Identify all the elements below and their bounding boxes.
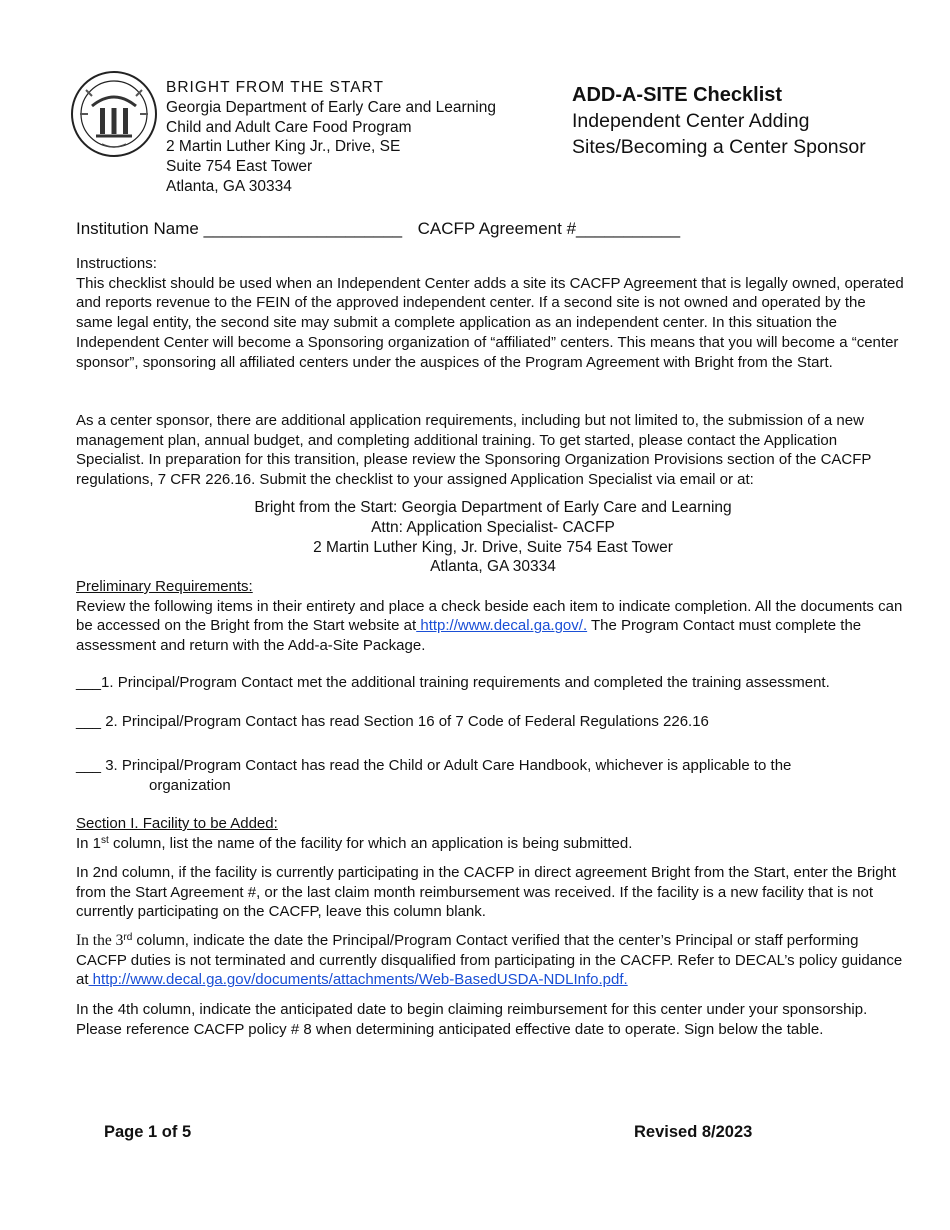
section-1 <box>76 814 906 853</box>
document-subtitle-line1: Independent Center Adding <box>572 110 810 132</box>
mailing-address-line: Bright from the Start: Georgia Department of Early Care and Learning <box>254 499 732 516</box>
instructions-section <box>76 254 906 372</box>
checklist-item-3[interactable] <box>76 756 916 795</box>
preliminary-requirements <box>76 577 906 656</box>
org-line: 2 Martin Luther King Jr., Drive, SE <box>166 138 401 156</box>
checklist-item-3-continuation: organization <box>149 776 231 794</box>
cacfp-agreement-field[interactable]: ___________ <box>576 219 681 238</box>
section-1-paragraph-3 <box>76 931 906 990</box>
mailing-address-line: Attn: Application Specialist- CACFP <box>371 518 615 536</box>
document-title-block <box>572 82 866 160</box>
mailing-address <box>76 498 910 577</box>
section-1-paragraph-2: In 2nd column, if the facility is currently participating in the CACFP in direct agreement Bright from the Start, enter the Bright from the Start Agreement #, or the last claim month reimbursement was received. If the facility is a new facility that is not currently participating on the CACFP, leave this column blank. <box>76 864 897 921</box>
p3-text-b: column, indicate the date the Principal/Program Contact verified that the center’s Principal or staff performing CACFP duties is not terminated and currently disqualified from participating in the CACFP. Refer to DECAL’s policy guidance at <box>76 932 903 989</box>
document-subtitle-line2: Sites/Becoming a Center Sponsor <box>572 136 866 158</box>
p1-text-b: column, list the name of the facility for which an application is being submitted. <box>108 834 633 852</box>
org-line: BRIGHT FROM THE START <box>166 79 384 96</box>
org-line: Atlanta, GA 30334 <box>166 177 292 195</box>
georgia-state-seal <box>70 70 158 158</box>
document-title: ADD-A-SITE Checklist <box>572 84 783 106</box>
instructions-heading: Instructions: <box>76 255 157 272</box>
revision-date: Revised 8/2023 <box>634 1123 753 1141</box>
mailing-address-line: Atlanta, GA 30334 <box>430 558 556 576</box>
org-line: Child and Adult Care Food Program <box>166 118 412 136</box>
institution-name-field[interactable]: _____________________ <box>203 219 403 238</box>
preliminary-text <box>76 597 906 656</box>
seal-icon <box>70 70 158 158</box>
preliminary-text-part1: Review the following items in their entirety and place a check beside each item to indicate completion. All the documents can be accessed on the Bright from the Start website at <box>76 597 903 635</box>
instructions-paragraph-1: This checklist should be used when an Independent Center adds a site its CACFP Agreement that is legally owned, operated and reports revenue to the FEIN of the approved independent center. If a second site is not owned and operated by the same legal entity, the second site may submit a complete application as an independent center. In this situation the Independent Center will become a Sponsoring organization of “affiliated” centers. This means that you will become a “center sponsor”, sponsoring all affiliated centers under the auspices of the Program Agreement with Bright from the Start. <box>76 274 904 371</box>
checklist-item-1[interactable]: ___1. Principal/Program Contact met the additional training requirements and completed the training assessment. <box>76 674 830 691</box>
p1-text-a: In 1 <box>76 834 102 852</box>
org-line: Georgia Department of Early Care and Learning <box>166 98 496 116</box>
checklist-item-2[interactable]: ___ 2. Principal/Program Contact has read Section 16 of 7 Code of Federal Regulations 226.16 <box>76 713 709 730</box>
preliminary-text-part2: The Program Contact must complete the assessment and return with the Add-a-Site Package. <box>76 617 862 655</box>
preliminary-heading: Preliminary Requirements: <box>76 578 253 595</box>
organization-address <box>166 78 496 197</box>
section-1-paragraph-4: In the 4th column, indicate the anticipated date to begin claiming reimbursement for this center under your sponsorship. Please reference CACFP policy # 8 when determining anticipated effective date to operate. Sign below the table. <box>76 1001 868 1038</box>
decal-website-link[interactable]: http://www.decal.ga.gov/. <box>416 617 588 635</box>
checklist-item-3-text: ___ 3. Principal/Program Contact has read the Child or Adult Care Handbook, whichever is applicable to the <box>76 757 792 774</box>
section-1-paragraph-1 <box>76 834 906 854</box>
institution-form-line <box>76 219 680 239</box>
ndl-policy-link[interactable]: http://www.decal.ga.gov/documents/attachments/Web-BasedUSDA-NDLInfo.pdf. <box>88 971 628 989</box>
mailing-address-line: 2 Martin Luther King, Jr. Drive, Suite 754 East Tower <box>313 538 673 556</box>
section-1-heading: Section I. Facility to be Added: <box>76 815 278 832</box>
org-line: Suite 754 East Tower <box>166 158 313 176</box>
instructions-paragraph-2: As a center sponsor, there are additional application requirements, including but not limited to, the submission of a new management plan, annual budget, and completing additional training. To get started, please contact the Application Specialist. In preparation for this transition, please review the Sponsoring Organization Provisions section of the CACFP regulations, 7 CFR 226.16. Submit the checklist to your assigned Application Specialist via email or at: <box>76 412 872 489</box>
institution-name-label: Institution Name <box>76 219 199 238</box>
cacfp-agreement-label: CACFP Agreement # <box>417 219 577 238</box>
p3-text-a: In the 3 <box>76 932 124 949</box>
p1-superscript: st <box>101 834 109 846</box>
p3-superscript: rd <box>123 932 133 943</box>
page-number: Page 1 of 5 <box>104 1123 192 1141</box>
